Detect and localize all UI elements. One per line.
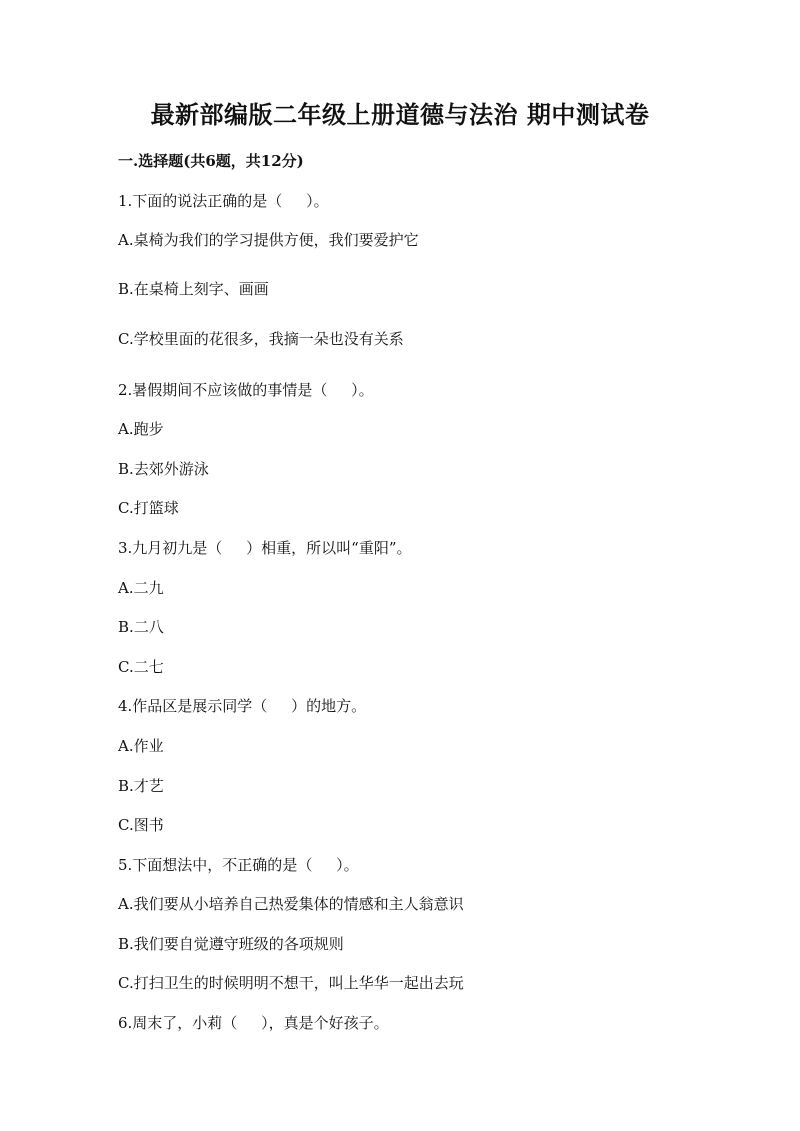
question-3: 3.九月初九是（ ）相重，所以叫“重阳”。 (118, 539, 412, 557)
question-5: 5.下面想法中，不正确的是（ ）。 (118, 856, 359, 874)
question-4-option-a: A.作业 (118, 737, 164, 755)
question-4-option-c: C.图书 (118, 816, 164, 834)
question-2-option-a: A.跑步 (118, 420, 164, 438)
question-5-option-a: A.我们要从小培养自己热爱集体的情感和主人翁意识 (118, 895, 464, 913)
question-1-option-b: B.在桌椅上刻字、画画 (118, 280, 269, 298)
question-2-option-b: B.去郊外游泳 (118, 460, 209, 478)
question-4: 4.作品区是展示同学（ ）的地方。 (118, 697, 367, 715)
question-1-option-c: C.学校里面的花很多，我摘一朵也没有关系 (118, 330, 404, 348)
section-heading: 一.选择题(共6题，共12分) (118, 152, 304, 170)
question-6: 6.周末了，小莉（ ），真是个好孩子。 (118, 1014, 389, 1032)
question-2: 2.暑假期间不应该做的事情是（ ）。 (118, 381, 374, 399)
question-5-option-b: B.我们要自觉遵守班级的各项规则 (118, 935, 344, 953)
question-1-option-a: A.桌椅为我们的学习提供方便，我们要爱护它 (118, 231, 419, 249)
question-3-option-c: C.二七 (118, 658, 164, 676)
question-2-option-c: C.打篮球 (118, 499, 179, 517)
question-3-option-a: A.二九 (118, 579, 164, 597)
question-3-option-b: B.二八 (118, 618, 164, 636)
question-1: 1.下面的说法正确的是（ ）。 (118, 192, 329, 210)
question-4-option-b: B.才艺 (118, 777, 164, 795)
page-title: 最新部编版二年级上册道德与法治 期中测试卷 (150, 100, 650, 129)
question-5-option-c: C.打扫卫生的时候明明不想干，叫上华华一起出去玩 (118, 974, 464, 992)
